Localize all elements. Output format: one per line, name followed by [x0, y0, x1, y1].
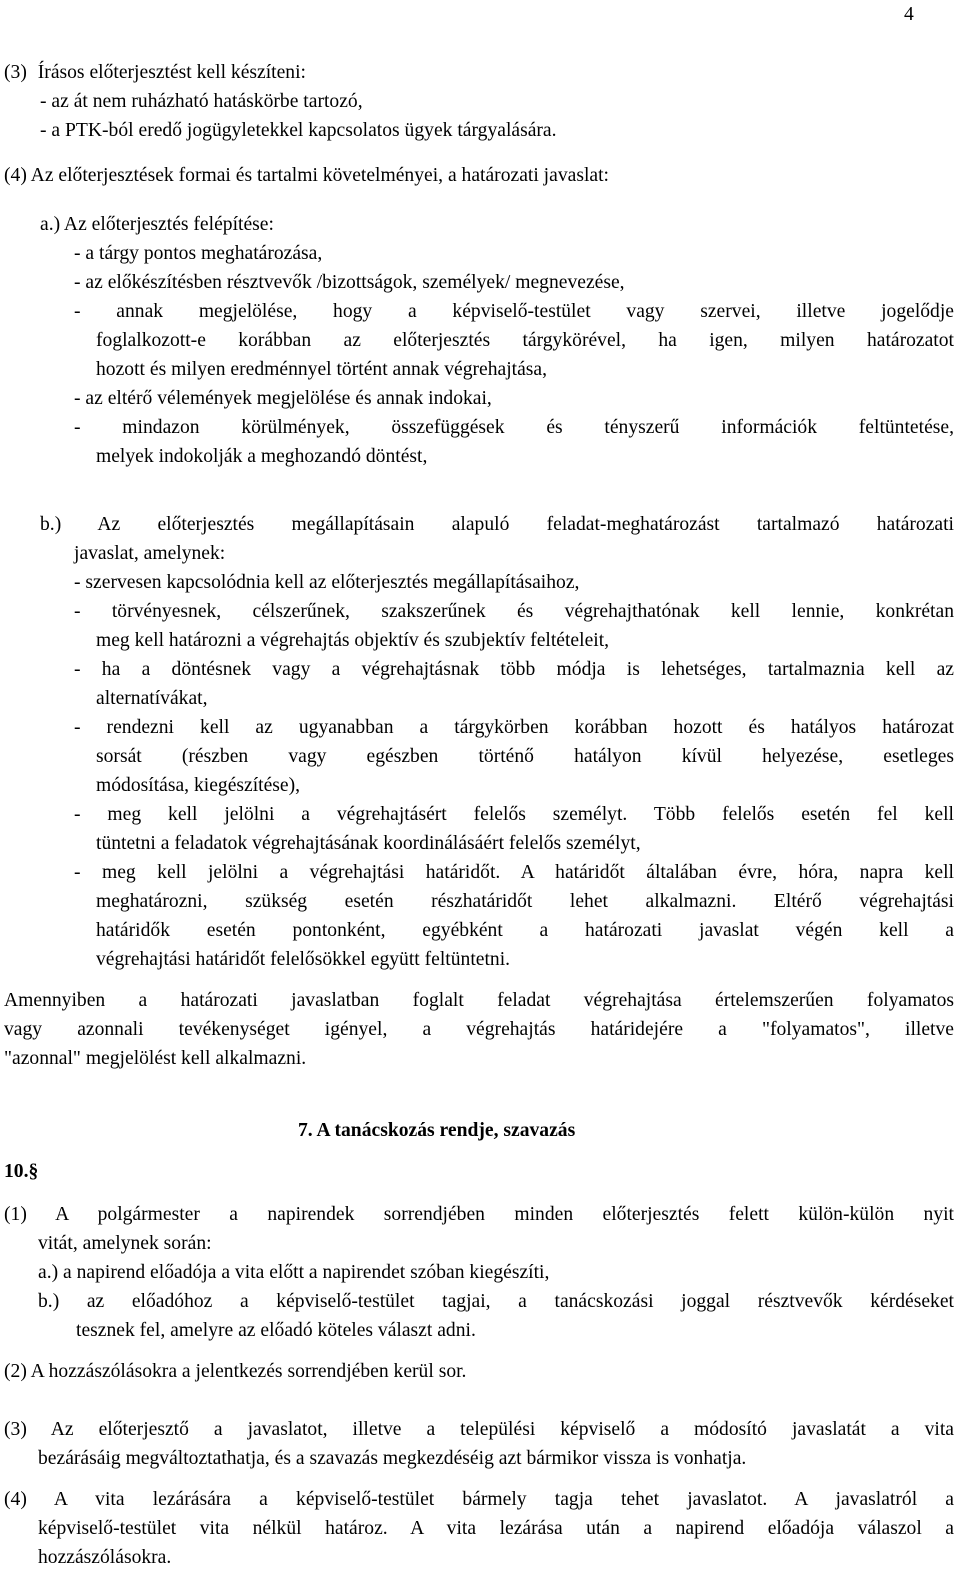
p10-line: (3) Az előterjesztő a javaslatot, illetve a települési képviselő a módosító javaslatát a vita: [4, 1419, 954, 1440]
section-4-b-line: - törvényesnek, célszerűnek, szakszerűnek és végrehajthatónak kell lennie, konkrétan: [74, 601, 954, 622]
paragraph-line: "azonnal" megjelölést kell alkalmazni.: [4, 1048, 307, 1069]
section-4-a-line: melyek indokolják a meghozandó döntést,: [96, 446, 428, 467]
paragraph-line: vagy azonnali tevékenységet igényel, a végrehajtás határidejére a "folyamatos", illetve: [4, 1019, 954, 1040]
section-4-b-line: alternatívákat,: [96, 688, 208, 709]
chapter-heading: 7. A tanácskozás rendje, szavazás: [298, 1120, 576, 1141]
section-3: [0, 58, 960, 145]
p10-line: (4) A vita lezárására a képviselő-testület bármely tagja tehet javaslatot. A javaslatról a: [4, 1489, 954, 1510]
section-4-b-line: - meg kell jelölni a végrehajtásért felelős személyt. Több felelős esetén fel kell: [74, 804, 954, 825]
section-4-b-line: végrehajtási határidőt felelősökkel együtt feltüntetni.: [96, 949, 511, 970]
section-4-b-line: határidők esetén pontonként, egyébként a határozati javaslat végén kell a: [96, 920, 954, 941]
section-4-b-line: sorsát (részben vagy egészben történő hatályon kívül helyezése, esetleges: [96, 746, 954, 767]
section-4-b-line: meghatározni, szükség esetén részhatáridőt lehet alkalmazni. Eltérő végrehajtási: [96, 891, 954, 912]
section-4-a-line: - a tárgy pontos meghatározása,: [74, 243, 323, 264]
section-4-b-line: - szervesen kapcsolódnia kell az előterjesztés megállapításaihoz,: [74, 572, 580, 593]
section-4-a: [40, 210, 954, 471]
section-4-b-line: - ha a döntésnek vagy a végrehajtásnak több módja is lehetséges, tartalmaznia kell az: [74, 659, 954, 680]
p10-line: képviselő-testület vita nélkül határoz. A vita lezárása után a napirend előadója válaszol a: [38, 1518, 954, 1539]
section-4-b: [40, 510, 954, 974]
p10-section-3: [4, 1415, 954, 1473]
section-4-b-line: tüntetni a feladatok végrehajtásának koordinálásáért felelős személyt,: [96, 833, 641, 854]
p10-line: hozzászólásokra.: [38, 1547, 172, 1568]
section-4-a-line: - az előkészítésben résztvevők /bizottságok, személyek/ megnevezése,: [74, 272, 625, 293]
p10-line: tesznek fel, amelyre az előadó köteles választ adni.: [76, 1320, 476, 1341]
section-4-a-title: a.) Az előterjesztés felépítése:: [40, 214, 274, 235]
p10-line: vitát, amelynek során:: [38, 1233, 212, 1254]
section-4-b-line: módosítása, kiegészítése),: [96, 775, 301, 796]
section-3-title: [0, 58, 960, 87]
section-4-a-line: hozott és milyen eredménnyel történt annak végrehajtása,: [96, 359, 548, 380]
section-4-a-line: foglalkozott-e korábban az előterjesztés tárgykörével, ha igen, milyen határozatot: [96, 330, 954, 351]
section-4-b-line: javaslat, amelynek:: [74, 543, 226, 564]
section-4-a-line: - az eltérő vélemények megjelölése és annak indokai,: [74, 388, 492, 409]
section-4-b-line: - meg kell jelölni a végrehajtási határidőt. A határidőt általában évre, hóra, napra kell: [74, 862, 954, 883]
paragraph-number: 10.§: [4, 1161, 39, 1182]
p10-section-2: (2) A hozzászólásokra a jelentkezés sorrendjében kerül sor.: [4, 1361, 467, 1382]
section-4-b-title: b.) Az előterjesztés megállapításain alapuló feladat-meghatározást tartalmazó határozati: [40, 514, 954, 535]
amennyiben-paragraph: [4, 986, 954, 1073]
section-3-number: (3): [4, 62, 27, 83]
section-4-title: (4) Az előterjesztések formai és tartalmi követelményei, a határozati javaslat:: [4, 165, 609, 186]
p10-line: (1) A polgármester a napirendek sorrendjében minden előterjesztés felett külön-külön nyit: [4, 1204, 954, 1225]
section-4-a-line: - mindazon körülmények, összefüggések és tényszerű információk feltüntetése,: [74, 417, 954, 438]
paragraph-line: Amennyiben a határozati javaslatban foglalt feladat végrehajtása értelemszerűen folyamatos: [4, 990, 954, 1011]
section-4-b-line: - rendezni kell az ugyanabban a tárgykörben korábban hozott és hatályos határozat: [74, 717, 954, 738]
p10-line: b.) az előadóhoz a képviselő-testület tagjai, a tanácskozási joggal résztvevők kérdéseket: [38, 1291, 954, 1312]
p10-section-1: [4, 1200, 954, 1345]
p10-line: a.) a napirend előadója a vita előtt a napirendet szóban kiegészíti,: [38, 1262, 550, 1283]
section-3-title-text: Írásos előterjesztést kell készíteni:: [37, 62, 306, 83]
section-3-item: - az át nem ruházható hatáskörbe tartozó,: [40, 91, 363, 112]
page-number: 4: [904, 4, 914, 25]
section-3-item: - a PTK-ból eredő jogügyletekkel kapcsolatos ügyek tárgyalására.: [40, 120, 557, 141]
section-4-b-line: meg kell határozni a végrehajtás objektív és szubjektív feltételeit,: [96, 630, 610, 651]
section-4-a-line: - annak megjelölése, hogy a képviselő-testület vagy szervei, illetve jogelődje: [74, 301, 954, 322]
p10-section-4: [4, 1485, 954, 1572]
p10-line: bezárásáig megváltoztathatja, és a szavazás megkezdéséig azt bármikor vissza is vonhatja.: [38, 1448, 747, 1469]
